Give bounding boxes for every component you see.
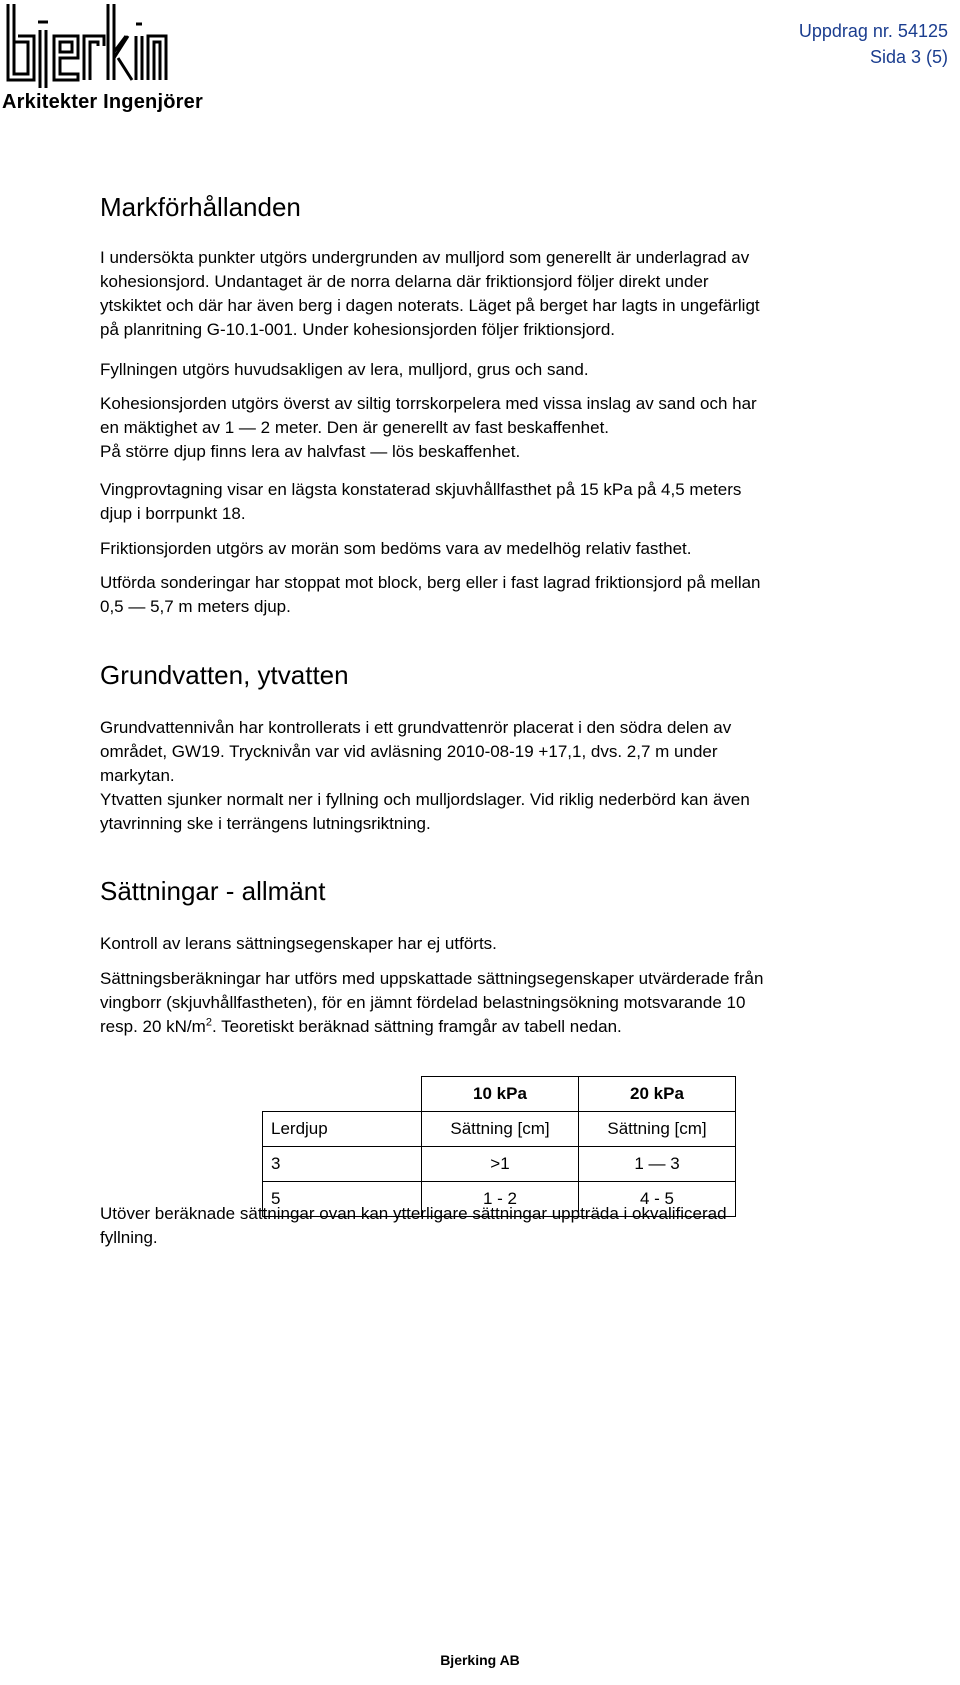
heading-sattningar: Sättningar - allmänt [100,876,326,906]
table-cell: Sättning [cm] [579,1112,736,1147]
assignment-number: Uppdrag nr. 54125 [798,21,948,41]
page-footer: Bjerking AB [440,1652,520,1668]
text-fragment: . Teoretiskt beräknad sättning framgår av tabell nedan. [211,1017,622,1036]
page-header-info [799,18,948,70]
paragraph-mark-3 [100,392,890,464]
paragraph-mark-6 [100,571,890,619]
paragraph-mark-5 [100,537,890,561]
bjerking-logo-mark [0,0,170,88]
text-line: Vingprovtagning visar en lägsta konstaterad skjuvhållfasthet på 15 kPa på 4,5 meters [100,480,742,499]
table-cell: Sättning [cm] [422,1112,579,1147]
paragraph-grundvatten [100,716,890,836]
table-cell: 4 - 5 [579,1182,736,1217]
text-line: en mäktighet av 1 — 2 meter. Den är generellt av fast beskaffenhet. [100,418,610,437]
table-header-cell: 10 kPa [422,1077,579,1112]
paragraph-mark-1 [100,246,890,342]
table-cell: 1 - 2 [422,1182,579,1217]
text-line: Utöver beräknade sättningar ovan kan ytterligare sättningar uppträda i okvalificerad [100,1204,727,1223]
text-line: I undersökta punkter utgörs undergrunden av mulljord som generellt är underlagrad av [100,248,750,267]
text-fragment: resp. 20 kN/m [100,1017,206,1036]
table-cell: Lerdjup [263,1112,422,1147]
text-line: djup i borrpunkt 18. [100,504,246,523]
text-line: ytavrinning ske i terrängens lutningsriktning. [100,814,431,833]
paragraph-mark-2 [100,358,890,382]
heading-grundvatten: Grundvatten, ytvatten [100,660,349,690]
text-line: vingborr (skjuvhållfastheten), för en jämnt fördelad belastningsökning motsvarande 10 [100,993,746,1012]
table-header-cell: 20 kPa [579,1077,736,1112]
heading-markforhallanden: Markförhållanden [100,192,301,222]
text-line [100,1015,890,1039]
text-line: Utförda sonderingar har stoppat mot block, berg eller i fast lagrad friktionsjord på mellan [100,573,761,592]
table-header-row [263,1077,736,1112]
text-line: området, GW19. Trycknivån var vid avläsning 2010-08-19 +17,1, dvs. 2,7 m under [100,742,718,761]
table-cell: 1 — 3 [579,1147,736,1182]
text-line: på planritning G-10.1-001. Under kohesionsjorden följer friktionsjord. [100,320,616,339]
company-logo [0,0,203,120]
table-cell [263,1077,422,1112]
text-line: ytskiktet och där har även berg i dagen noterats. Läget på berget har lagts in ungefärligt [100,296,760,315]
table-row [263,1147,736,1182]
text-line: Ytvatten sjunker normalt ner i fyllning och mulljordslager. Vid riklig nederbörd kan även [100,790,750,809]
text-line: markytan. [100,766,175,785]
text-line: Fyllningen utgörs huvudsakligen av lera, mulljord, grus och sand. [100,360,589,379]
paragraph-satt-2 [100,967,890,1039]
text-line: På större djup finns lera av halvfast — lös beskaffenhet. [100,442,521,461]
text-line: 0,5 — 5,7 m meters djup. [100,597,291,616]
table-cell: >1 [422,1147,579,1182]
table-cell: 5 [263,1182,422,1217]
paragraph-satt-3 [100,1202,890,1250]
text-line: Sättningsberäkningar har utförs med uppskattade sättningsegenskaper utvärderade från [100,969,764,988]
text-line: Kontroll av lerans sättningsegenskaper har ej utförts. [100,934,497,953]
settlement-table [262,1076,736,1217]
text-line: Friktionsjorden utgörs av morän som bedöms vara av medelhög relativ fasthet. [100,539,692,558]
paragraph-mark-4 [100,478,890,526]
text-line: Grundvattennivån har kontrollerats i ett grundvattenrör placerat i den södra delen av [100,718,732,737]
text-line: kohesionsjord. Undantaget är de norra delarna där friktionsjord följer direkt under [100,272,709,291]
logo-tagline: Arkitekter Ingenjörer [2,91,203,113]
table-cell: 3 [263,1147,422,1182]
table-row [263,1112,736,1147]
text-line: fyllning. [100,1228,158,1247]
page-number: Sida 3 (5) [869,47,948,67]
superscript: 2 [205,1016,212,1029]
text-line: Kohesionsjorden utgörs överst av siltig torrskorpelera med vissa inslag av sand och har [100,394,757,413]
paragraph-satt-1 [100,932,890,956]
